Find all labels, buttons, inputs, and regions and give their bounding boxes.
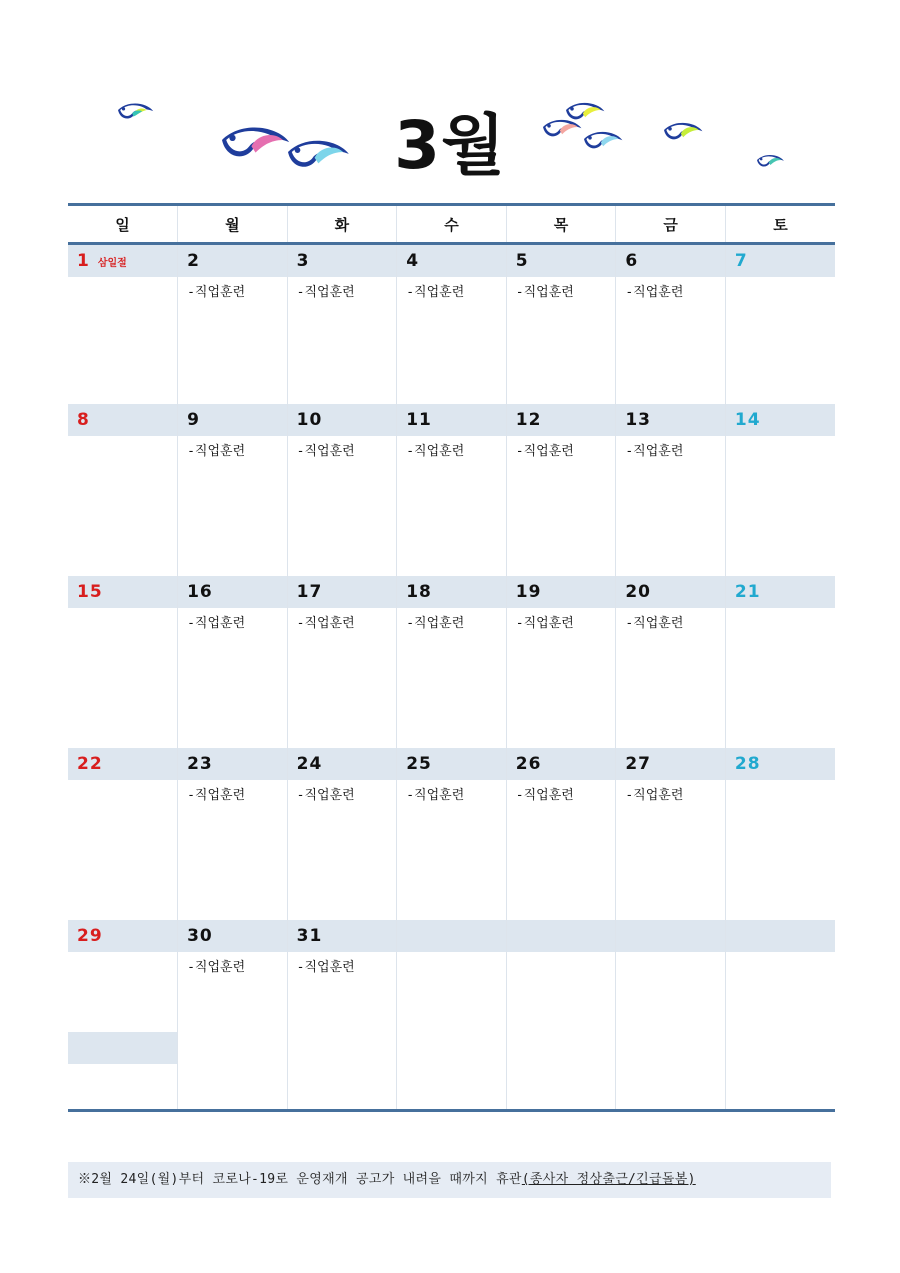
- day-cell: [725, 244, 835, 404]
- event-label: -직업훈련: [187, 285, 246, 300]
- event-label: -직업훈련: [296, 615, 355, 631]
- event-label: -직업훈련: [187, 615, 246, 631]
- day-number: [507, 245, 616, 277]
- day-cell: [397, 404, 507, 576]
- day-cell: [178, 576, 288, 748]
- week-row: [68, 576, 835, 748]
- weekday-saturday: 토: [725, 205, 835, 244]
- event-label: -직업훈련: [406, 615, 465, 631]
- day-number: [288, 920, 397, 952]
- day-number: [726, 748, 835, 780]
- day-number: [68, 920, 177, 952]
- day-number-text: 21: [734, 581, 761, 602]
- day-cell: [397, 748, 507, 920]
- weekday-monday: 월: [178, 205, 288, 244]
- day-number-text: 29: [77, 925, 103, 946]
- day-cell: [725, 576, 835, 748]
- event-label: -직업훈련: [296, 959, 355, 975]
- day-number: [288, 404, 397, 436]
- day-number-text: 23: [187, 753, 213, 774]
- day-cell: [287, 244, 397, 404]
- event-label: -직업훈련: [625, 787, 684, 803]
- day-number-text: 1: [77, 251, 90, 271]
- day-cell: [616, 920, 726, 1111]
- weekday-sunday: 일: [68, 205, 178, 244]
- day-cell: [287, 576, 397, 748]
- day-cell: [397, 576, 507, 748]
- day-cell: [287, 748, 397, 920]
- day-number-text: 7: [734, 251, 748, 271]
- day-number-text: 25: [406, 753, 432, 774]
- day-cell: [506, 244, 616, 404]
- day-cell: [616, 404, 726, 576]
- day-number: [726, 404, 835, 436]
- day-number: [68, 404, 177, 436]
- day-cell: [506, 576, 616, 748]
- notice-text: ※2월 24일(월)부터 코로나-19로 운영재개 공고가 내려을 때까지 휴관: [78, 1172, 522, 1187]
- day-cell: [506, 404, 616, 576]
- day-number: [507, 920, 616, 952]
- day-cell: [178, 920, 288, 1111]
- day-number-text: 18: [406, 581, 432, 602]
- day-number-text: 5: [515, 251, 529, 271]
- day-number-text: 8: [77, 409, 90, 430]
- day-number: [616, 404, 725, 436]
- event-label: -직업훈련: [625, 615, 684, 631]
- day-number: [726, 576, 835, 608]
- event-label: -직업훈련: [187, 443, 246, 459]
- event-label: -직업훈련: [625, 285, 684, 300]
- day-number-text: 6: [625, 251, 639, 271]
- event-label: -직업훈련: [625, 443, 684, 459]
- day-cell: [287, 920, 397, 1111]
- day-number-text: 13: [625, 409, 651, 430]
- day-cell: [68, 920, 178, 1111]
- day-number: [397, 576, 506, 608]
- day-cell: [725, 404, 835, 576]
- day-number-text: 4: [406, 251, 420, 271]
- day-number: [68, 576, 177, 608]
- day-number: [397, 245, 506, 277]
- day-cell: [287, 404, 397, 576]
- day-number-text: 22: [77, 753, 103, 774]
- page-title: 3월: [394, 107, 506, 184]
- notice-underlined-text: (종사자 정상출근/긴급돌봄): [521, 1172, 696, 1187]
- event-label: -직업훈련: [406, 285, 465, 300]
- day-number-text: 12: [515, 409, 542, 430]
- day-number: [178, 576, 287, 608]
- event-label: -직업훈련: [515, 443, 574, 459]
- event-label: -직업훈련: [187, 787, 246, 803]
- weekday-header-row: [68, 205, 835, 244]
- event-label: -직업훈련: [187, 959, 246, 975]
- day-number: [507, 404, 616, 436]
- day-number: [616, 576, 725, 608]
- day-number-text: 19: [515, 581, 542, 602]
- day-number-text: 24: [296, 753, 323, 774]
- day-number-text: 20: [625, 581, 651, 602]
- day-number: [178, 748, 287, 780]
- day-cell: [397, 920, 507, 1111]
- day-number: [178, 245, 287, 277]
- day-number-text: 30: [187, 925, 213, 946]
- day-cell: [725, 748, 835, 920]
- day-number-text: 26: [515, 753, 542, 774]
- week-row: [68, 748, 835, 920]
- holiday-label: 삼일절: [97, 258, 127, 269]
- event-label: -직업훈련: [406, 443, 465, 459]
- day-number: [616, 748, 725, 780]
- day-number: [726, 245, 835, 277]
- week-row: [68, 404, 835, 576]
- calendar-grid: [68, 203, 835, 1112]
- event-label: -직업훈련: [406, 787, 465, 803]
- day-number-text: 31: [296, 925, 323, 946]
- day-number-text: 27: [625, 753, 651, 774]
- day-number: [616, 245, 725, 277]
- day-number: [616, 920, 725, 952]
- day-cell: [178, 748, 288, 920]
- day-cell: [616, 748, 726, 920]
- event-label: -직업훈련: [296, 443, 355, 459]
- day-cell: [178, 404, 288, 576]
- day-number: [288, 245, 397, 277]
- day-number: [68, 748, 177, 780]
- event-label: -직업훈련: [296, 285, 355, 300]
- day-number: [397, 920, 506, 952]
- day-number: [68, 245, 177, 277]
- day-cell: [506, 920, 616, 1111]
- day-number-text: 15: [77, 581, 103, 602]
- day-number: [178, 404, 287, 436]
- day-number: [178, 920, 287, 952]
- day-number: [397, 404, 506, 436]
- day-cell: [397, 244, 507, 404]
- event-label: -직업훈련: [515, 285, 574, 300]
- day-cell: [178, 244, 288, 404]
- day-number-text: 9: [187, 409, 200, 430]
- day-cell: [616, 576, 726, 748]
- empty-band: [68, 1032, 177, 1064]
- event-label: -직업훈련: [515, 787, 574, 803]
- day-number-text: 17: [296, 581, 323, 602]
- weekday-wednesday: 수: [397, 205, 507, 244]
- closure-notice: [68, 1162, 831, 1198]
- day-cell: [68, 404, 178, 576]
- day-number: [726, 920, 835, 952]
- day-number: [397, 748, 506, 780]
- day-number: [507, 748, 616, 780]
- week-row: [68, 920, 835, 1111]
- day-number-text: 10: [296, 409, 323, 430]
- day-number-text: 3: [296, 251, 310, 271]
- day-number-text: 28: [734, 753, 761, 774]
- day-number-text: 2: [187, 251, 200, 271]
- day-cell: [68, 748, 178, 920]
- day-number: [288, 748, 397, 780]
- day-number-text: 14: [734, 409, 761, 430]
- event-label: -직업훈련: [515, 615, 574, 631]
- day-number-text: 16: [187, 581, 213, 602]
- day-cell: [68, 576, 178, 748]
- day-cell: [68, 244, 178, 404]
- weekday-thursday: 목: [506, 205, 616, 244]
- day-cell: [616, 244, 726, 404]
- week-row: [68, 244, 835, 404]
- weekday-friday: 금: [616, 205, 726, 244]
- day-cell: [725, 920, 835, 1111]
- weekday-tuesday: 화: [287, 205, 397, 244]
- event-label: -직업훈련: [296, 787, 355, 803]
- day-number: [507, 576, 616, 608]
- day-cell: [506, 748, 616, 920]
- day-number-text: 11: [406, 409, 432, 430]
- day-number: [288, 576, 397, 608]
